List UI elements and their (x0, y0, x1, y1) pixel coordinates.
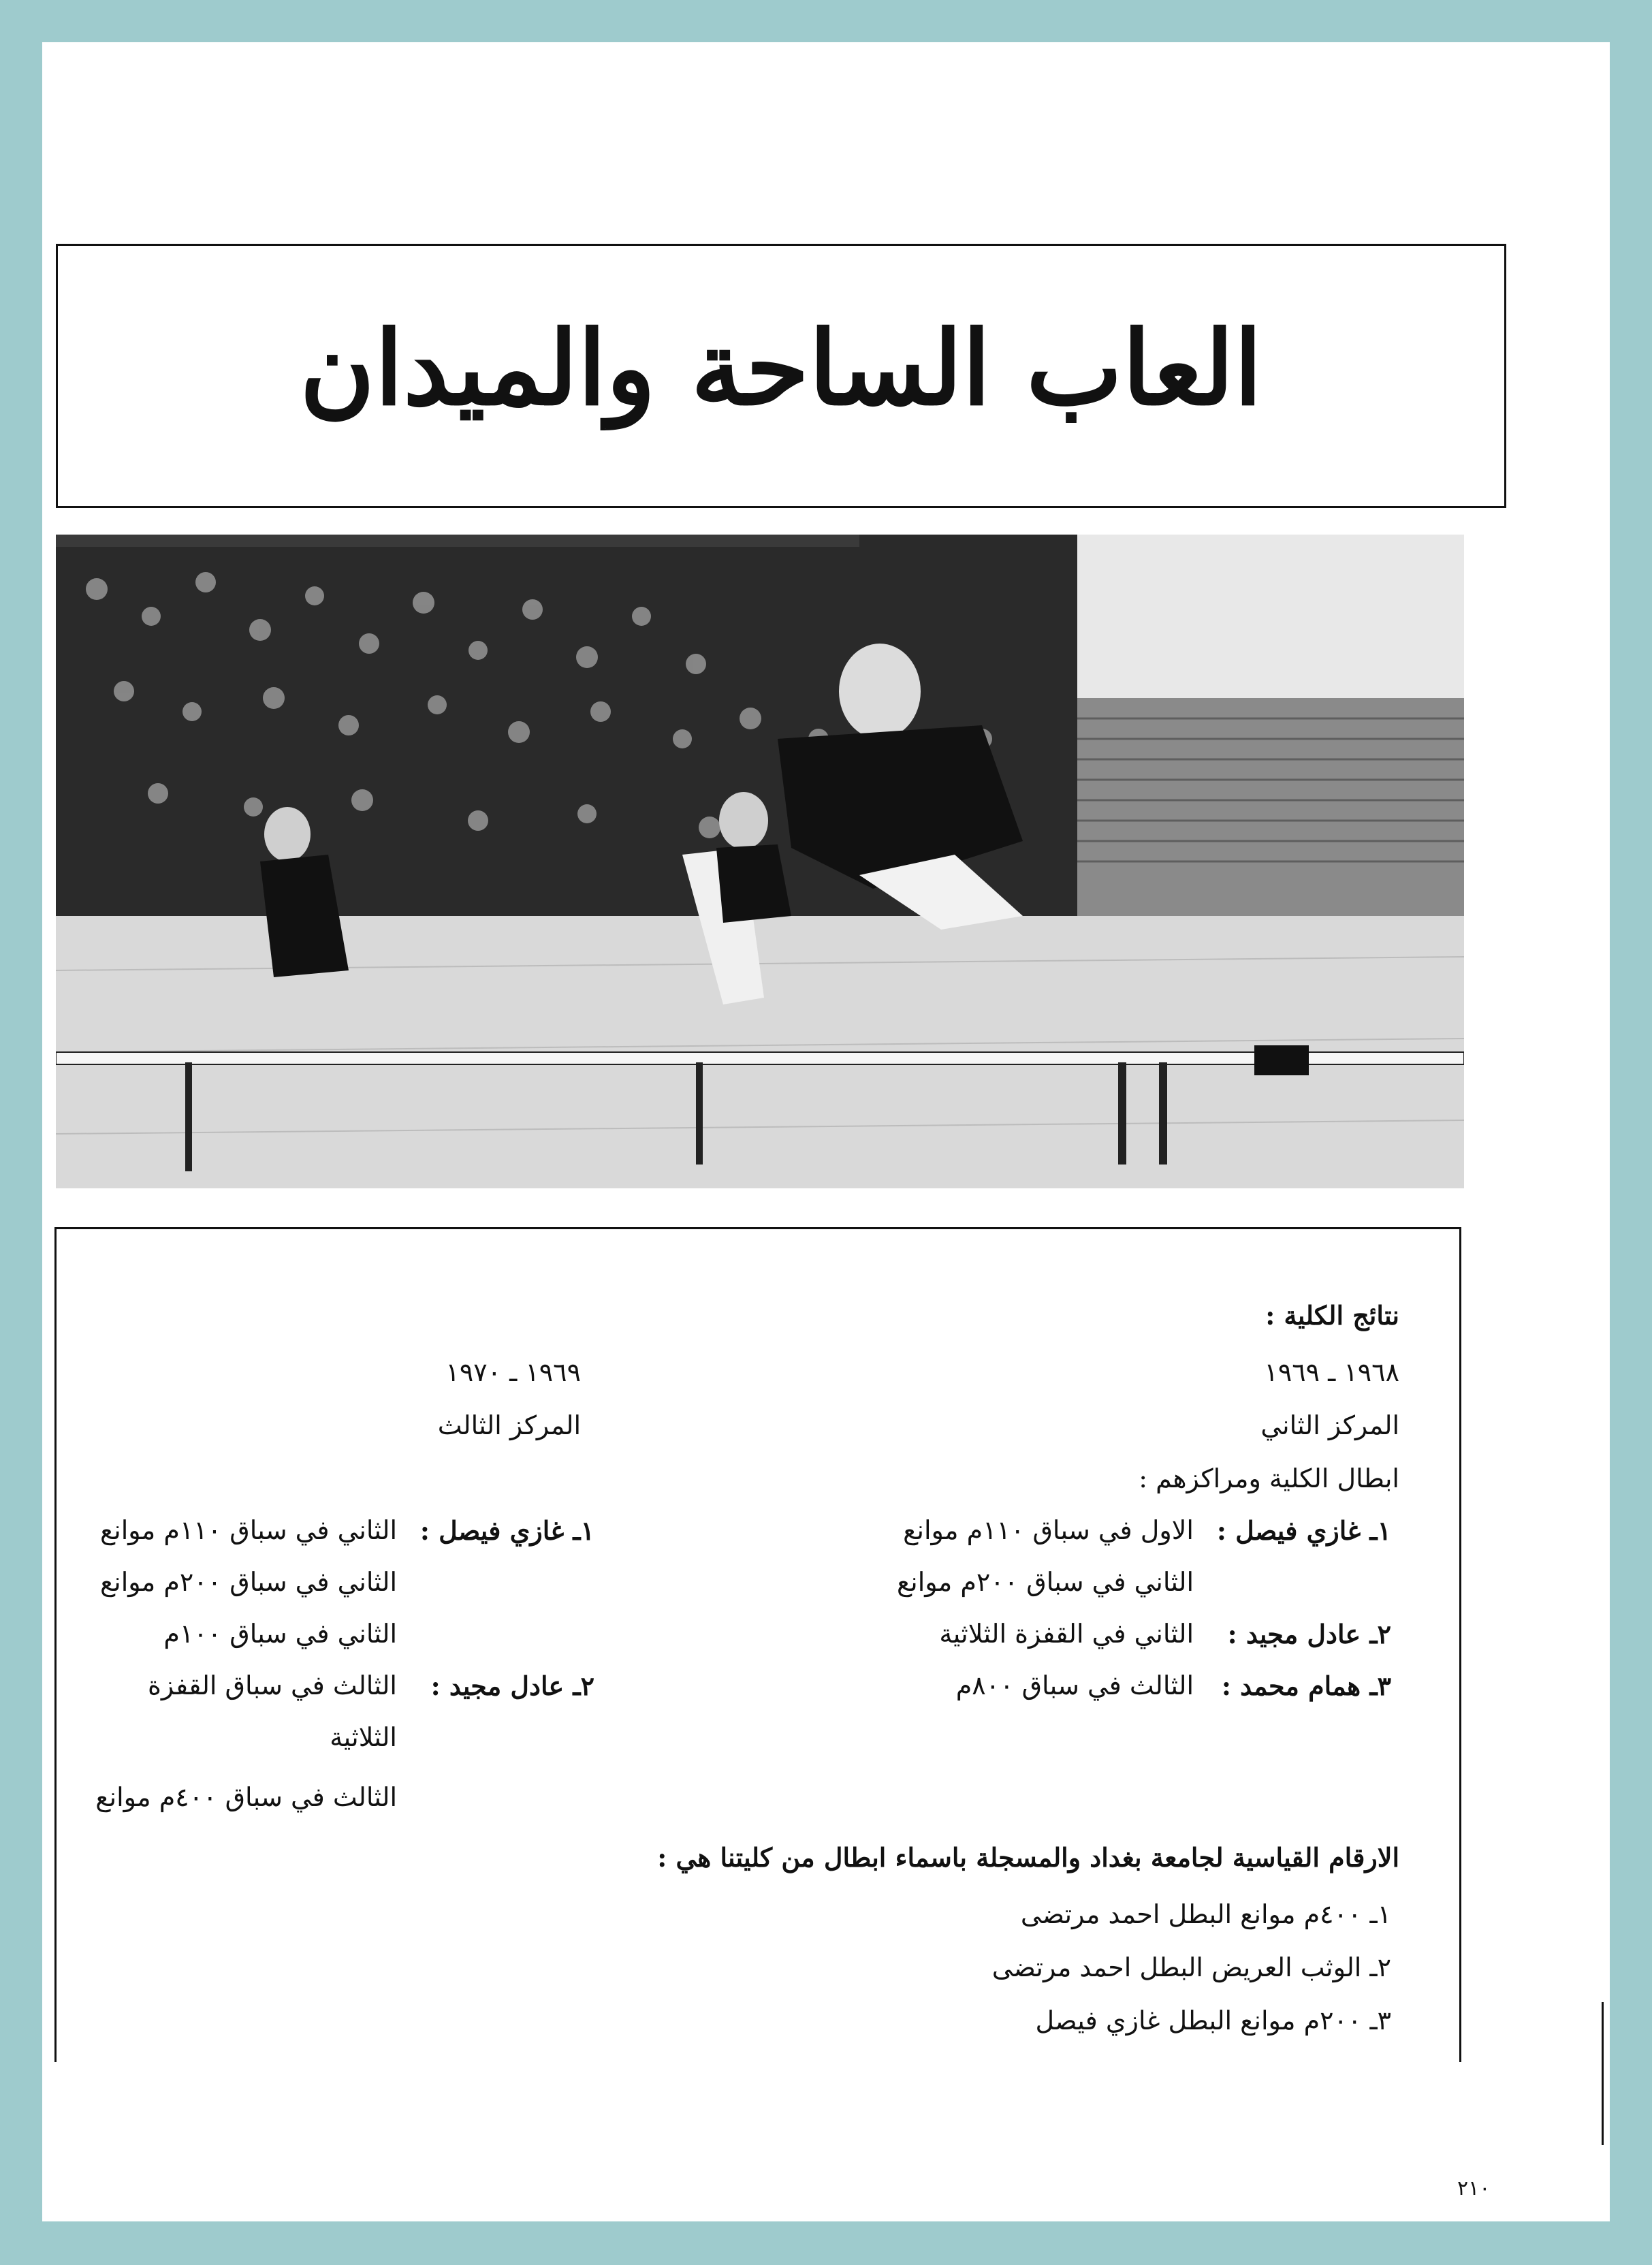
season-1-result: الثاني في سباق ٢٠٠م موانع (896, 1567, 1194, 1597)
champions-heading: ابطال الكلية ومراكزهم : (1139, 1463, 1399, 1493)
season-1-result: الثالث في سباق ٨٠٠م (955, 1670, 1194, 1700)
margin-rule (1602, 2002, 1604, 2145)
season-2-result: الثالث في سباق القفزة (148, 1670, 397, 1700)
results-section (54, 1227, 1461, 2062)
season-2-result: الثاني في سباق ١٠٠م (163, 1619, 397, 1649)
season-2-years: ١٩٦٩ ـ ١٩٧٠ (445, 1357, 581, 1387)
hurdles-race-photo (56, 535, 1464, 1188)
page-number: ٢١٠ (1457, 2176, 1491, 2200)
season-1-years: ١٩٦٨ ـ ١٩٦٩ (1264, 1357, 1399, 1387)
season-2-athlete: ١ـ غازي فيصل : (419, 1515, 594, 1546)
season-2-result: الثلاثية (330, 1722, 397, 1752)
season-1-athlete: ١ـ غازي فيصل : (1216, 1515, 1391, 1546)
empty-stands (1077, 698, 1464, 916)
stand-roof (56, 535, 859, 547)
season-1-result: الاول في سباق ١١٠م موانع (903, 1515, 1194, 1545)
season-2-athlete: ٢ـ عادل مجيد : (430, 1670, 594, 1701)
season-2-rank: المركز الثالث (437, 1410, 581, 1440)
season-1-athlete: ٢ـ عادل مجيد : (1227, 1619, 1391, 1649)
page-title: العاب الساحة والميدان (300, 308, 1262, 428)
photo-illustration (56, 535, 1464, 1188)
title-frame (56, 244, 1506, 508)
season-1-athlete: ٣ـ همام محمد : (1221, 1670, 1391, 1701)
record-item: ٣ـ ٢٠٠م موانع البطل غازي فيصل (1035, 2006, 1391, 2036)
season-2-result: الثالث في سباق ٤٠٠م موانع (95, 1782, 397, 1812)
records-heading: الارقام القياسية لجامعة بغداد والمسجلة باسماء ابطال من كليتنا هي : (657, 1842, 1399, 1873)
season-1-result: الثاني في القفزة الثلاثية (939, 1619, 1194, 1649)
record-item: ١ـ ٤٠٠م موانع البطل احمد مرتضى (1020, 1899, 1391, 1929)
results-heading: نتائج الكلية : (1265, 1300, 1399, 1331)
record-item: ٢ـ الوثب العريض البطل احمد مرتضى (991, 1952, 1391, 1982)
season-1-rank: المركز الثاني (1260, 1410, 1399, 1440)
season-2-result: الثاني في سباق ١١٠م موانع (99, 1515, 397, 1545)
season-2-result: الثاني في سباق ٢٠٠م موانع (99, 1567, 397, 1597)
